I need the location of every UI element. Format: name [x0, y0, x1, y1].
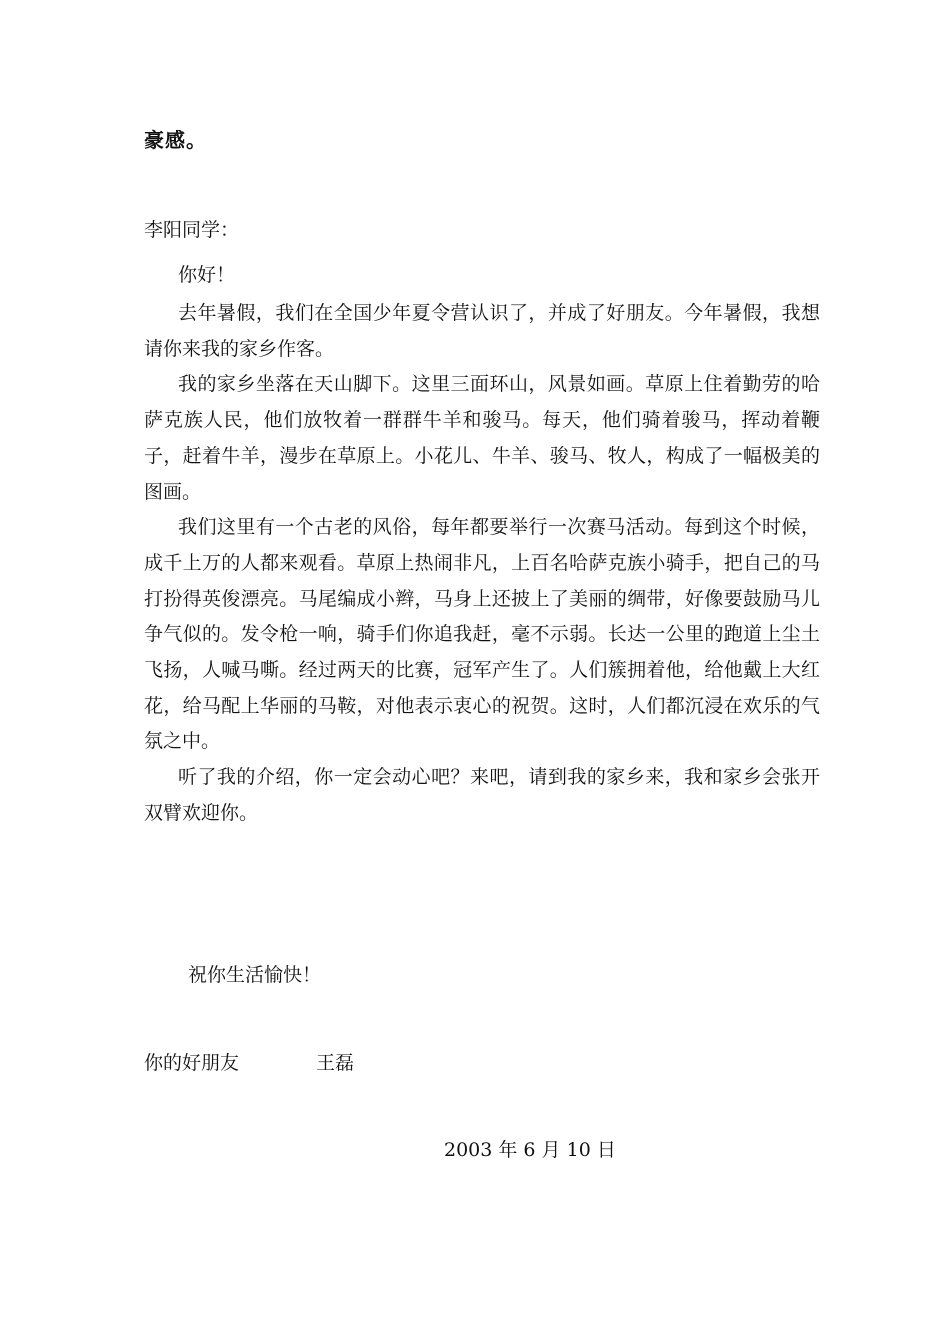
- letter-date: 2003 年 6 月 10 日: [444, 1139, 616, 1161]
- signature-name: 王磊: [316, 1052, 355, 1074]
- signature-label: 你的好朋友: [144, 1052, 240, 1074]
- letter-salutation: 李阳同学：: [144, 219, 240, 241]
- letter-paragraph: 我的家乡坐落在天山脚下。这里三面环山，风景如画。草原上住着勤劳的哈萨克族人民，他们放牧着一群群牛羊和骏马。每天，他们骑着骏马，挥动着鞭子，赶着牛羊，漫步在草原上。小花儿、牛羊、骏马、牧人，构成了一幅极美的图画。: [144, 373, 820, 503]
- letter-wish: 祝你生活愉快！: [188, 964, 322, 986]
- letter-body: [144, 296, 820, 832]
- letter-greeting: 你好！: [178, 264, 236, 286]
- letter-paragraph: 我们这里有一个古老的风俗，每年都要举行一次赛马活动。每到这个时候，成千上万的人都来观看。草原上热闹非凡，上百名哈萨克族小骑手，把自己的马打扮得英俊漂亮。马尾编成小辫，马身上还披上了美丽的绸带，好像要鼓励马儿争气似的。发令枪一响，骑手们你追我赶，毫不示弱。长达一公里的跑道上尘土飞扬，人喊马嘶。经过两天的比赛，冠军产生了。人们簇拥着他，给他戴上大红花，给马配上华丽的马鞍，对他表示衷心的祝贺。这时，人们都沉浸在欢乐的气氛之中。: [144, 516, 820, 753]
- letter-paragraph: 去年暑假，我们在全国少年夏令营认识了，并成了好朋友。今年暑假，我想请你来我的家乡作客。: [144, 302, 820, 360]
- heading-fragment: 豪感。: [144, 128, 207, 152]
- letter-paragraph: 听了我的介绍，你一定会动心吧？来吧，请到我的家乡来，我和家乡会张开双臂欢迎你。: [144, 766, 820, 824]
